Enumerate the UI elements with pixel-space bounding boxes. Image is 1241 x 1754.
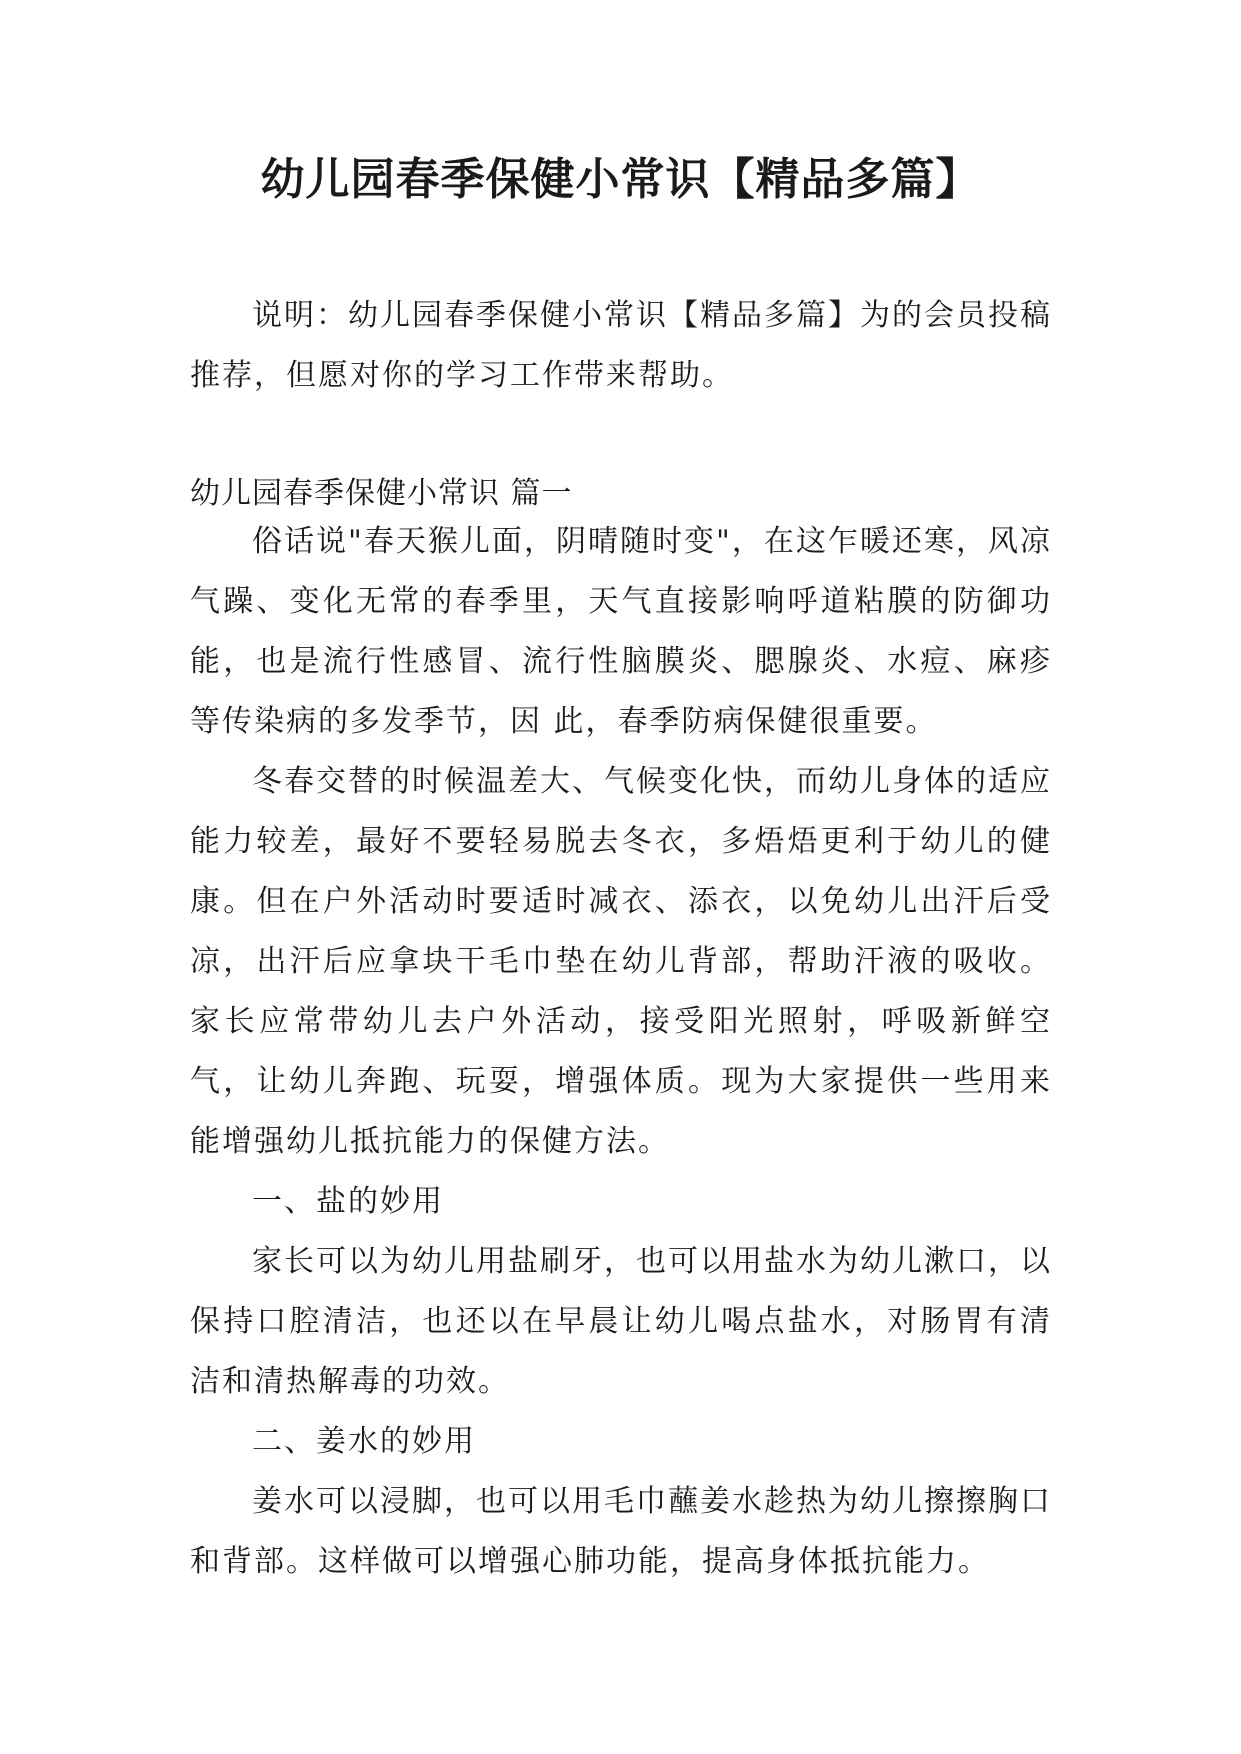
paragraph-2: 冬春交替的时候温差大、气候变化快，而幼儿身体的适应能力较差，最好不要轻易脱去冬衣，多焐焐更利于幼儿的健康。但在户外活动时要适时减衣、添衣，以免幼儿出汗后受凉，出汗后应拿块干毛巾垫在幼儿背部，帮助汗液的吸收。家长应常带幼儿去户外活动，接受阳光照射，呼吸新鲜空气，让幼儿奔跑、玩耍，增强体质。现为大家提供一些用来能增强幼儿抵抗能力的保健方法。 xyxy=(190,764,1052,1159)
section-body xyxy=(190,512,1052,1592)
paragraph-1: 俗话说"春天猴儿面，阴晴随时变"，在这乍暖还寒，风凉气躁、变化无常的春季里，天气直接影响呼道粘膜的防御功能，也是流行性感冒、流行性脑膜炎、腮腺炎、水痘、麻疹等传染病的多发季节，因 此，春季防病保健很重要。 xyxy=(190,524,1052,739)
subheading-ginger: 二、姜水的妙用 xyxy=(252,1424,476,1459)
paragraph-4: 姜水可以浸脚，也可以用毛巾蘸姜水趁热为幼儿擦擦胸口和背部。这样做可以增强心肺功能，提高身体抵抗能力。 xyxy=(190,1484,1052,1579)
document-title: 幼儿园春季保健小常识【精品多篇】 xyxy=(260,154,981,205)
subheading-salt: 一、盐的妙用 xyxy=(252,1184,444,1219)
intro-paragraph: 说明：幼儿园春季保健小常识【精品多篇】为的会员投稿推荐，但愿对你的学习工作带来帮助。 xyxy=(190,298,1052,393)
paragraph-3: 家长可以为幼儿用盐刷牙，也可以用盐水为幼儿漱口，以保持口腔清洁，也还以在早晨让幼儿喝点盐水，对肠胃有清洁和清热解毒的功效。 xyxy=(190,1244,1052,1399)
section-heading: 幼儿园春季保健小常识 篇一 xyxy=(190,476,573,511)
